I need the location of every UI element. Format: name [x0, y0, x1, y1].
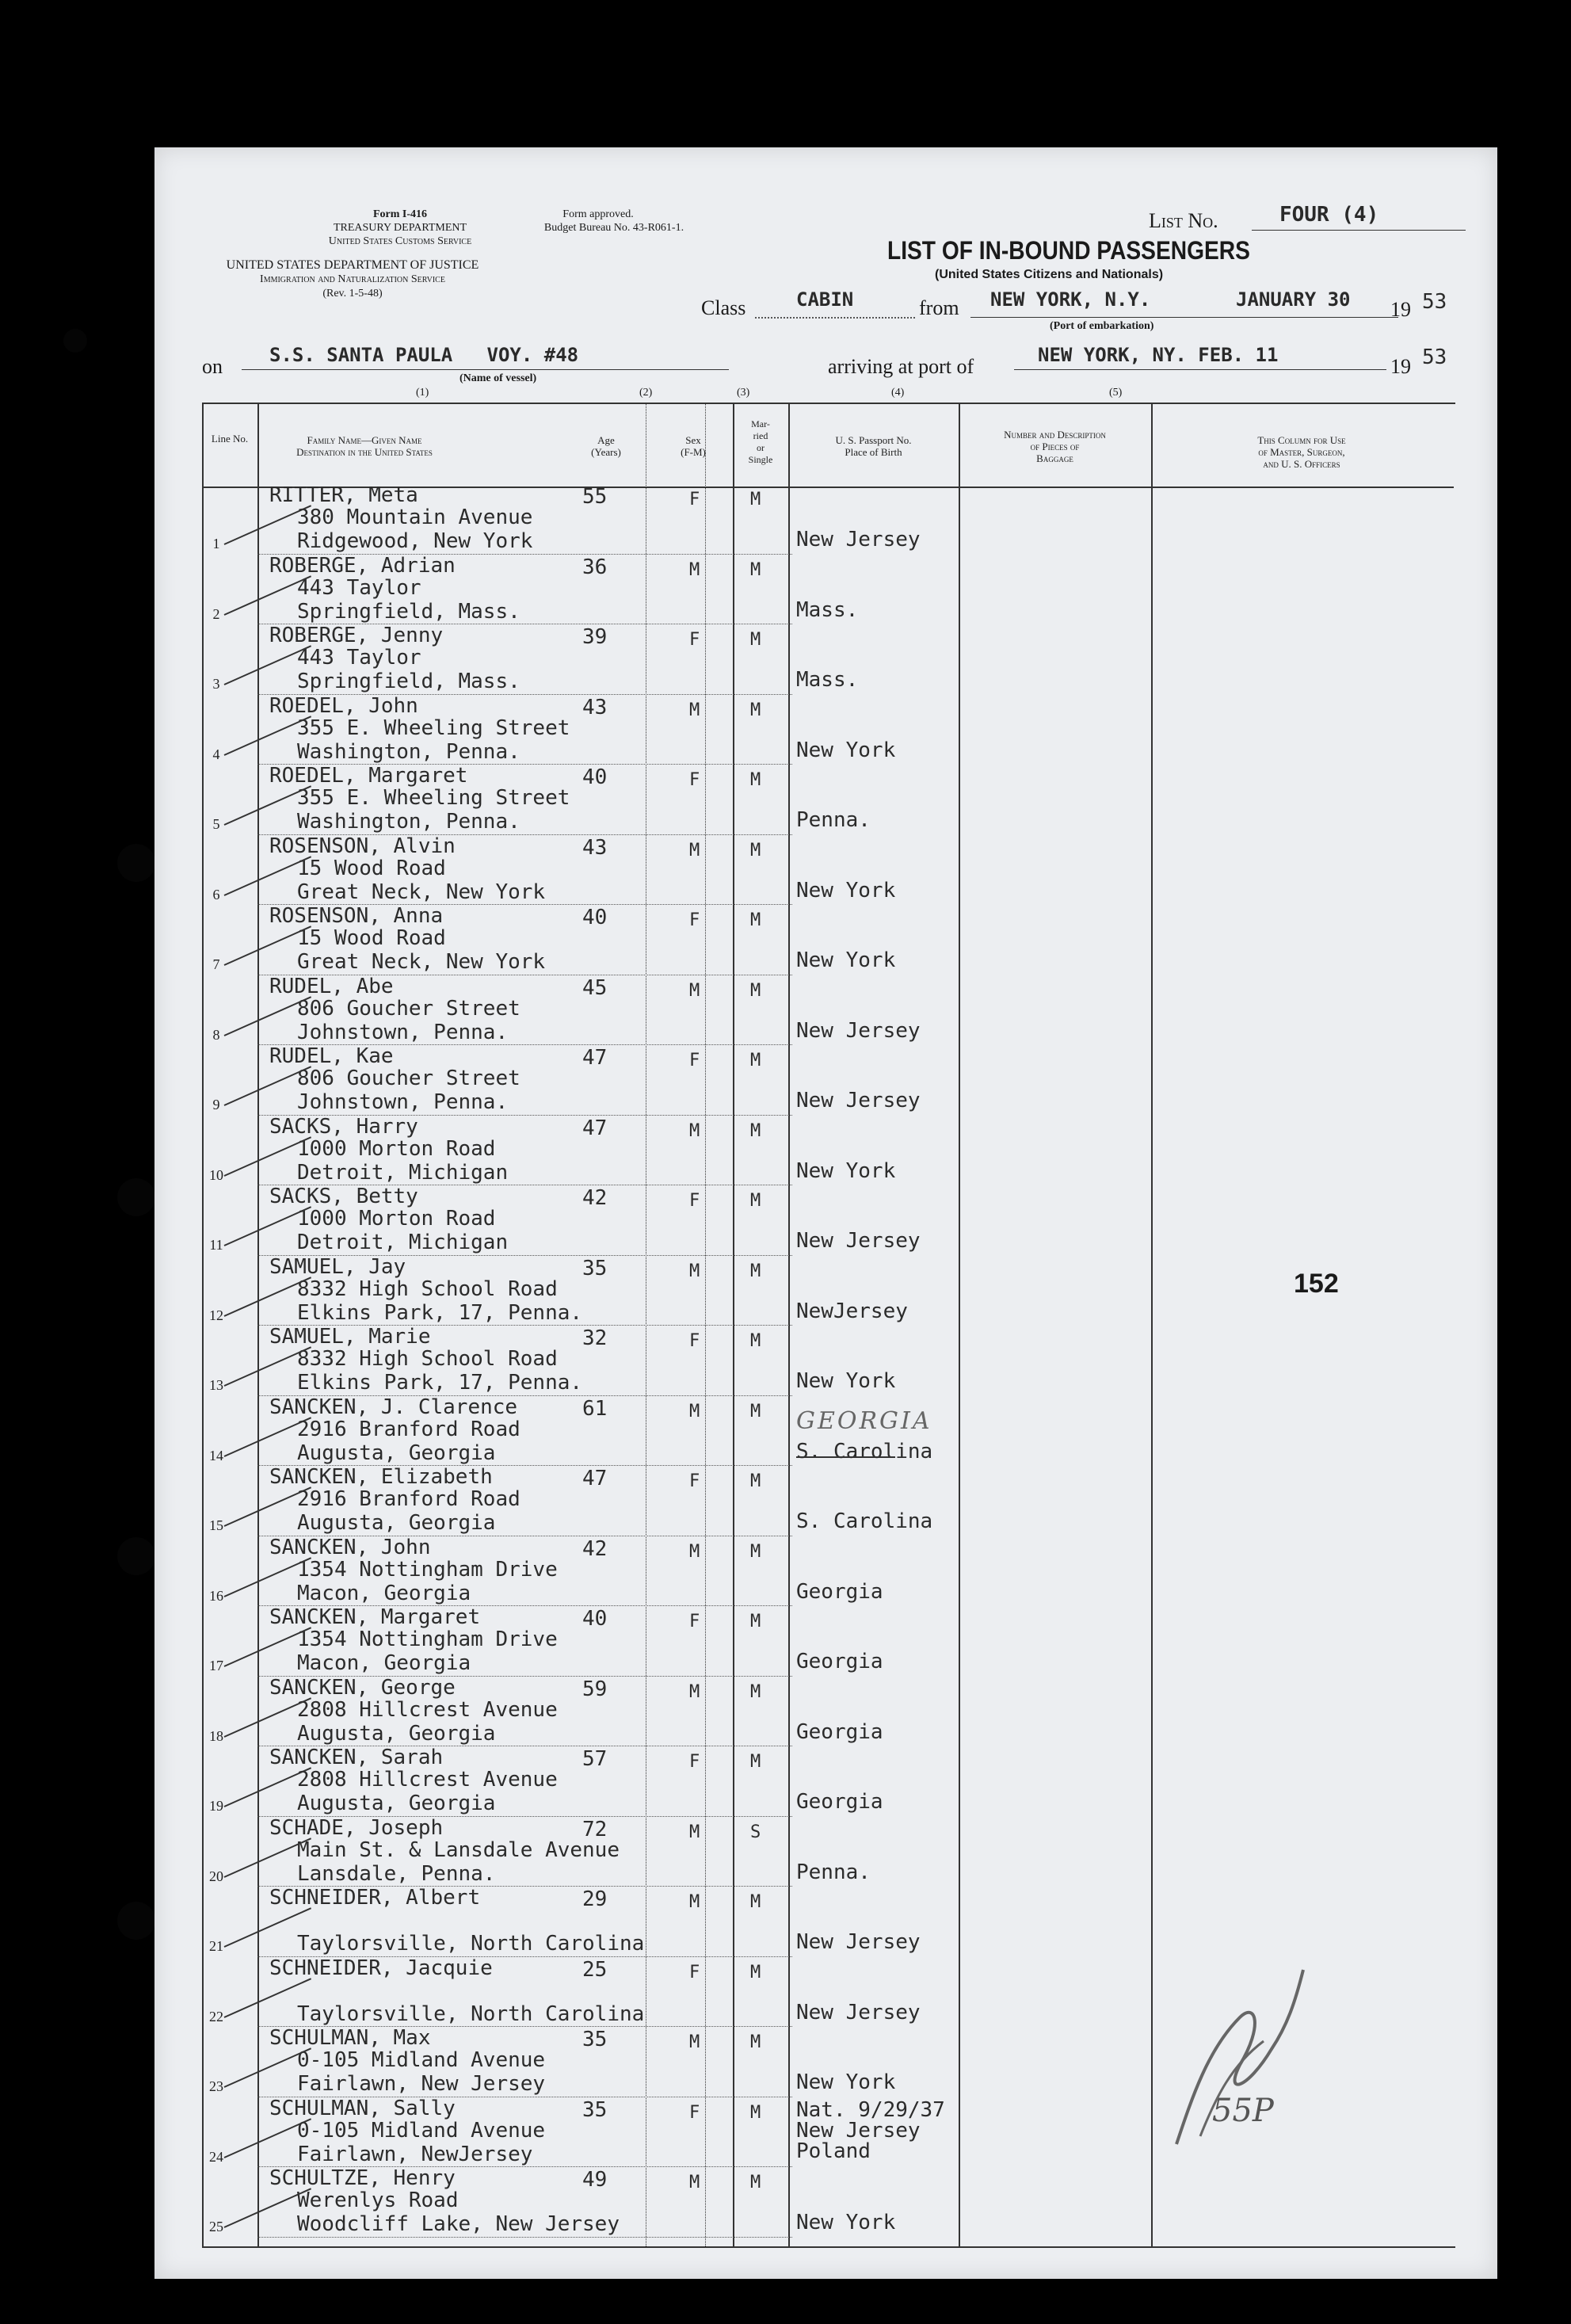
annotation-number: 152	[1294, 1269, 1339, 1299]
line-number: 22	[209, 2008, 223, 2024]
line-number: 17	[209, 1658, 223, 1673]
table-row	[154, 1465, 1454, 1540]
passenger-address-2: Taylorsville, North Carolina	[297, 1932, 645, 1956]
passenger-sex: F	[689, 770, 700, 790]
passenger-address-2: Augusta, Georgia	[297, 1721, 496, 1746]
passenger-address-1: 1000 Morton Road	[297, 1207, 496, 1231]
line-number: 19	[209, 1798, 223, 1814]
passenger-birthplace: New Jersey	[796, 528, 921, 551]
passenger-marital: M	[750, 1681, 761, 1702]
col-head-baggage: Number and Description of Pieces of Baggage	[1004, 429, 1106, 464]
table-row	[154, 1044, 1454, 1120]
passenger-name: ROSENSON, Anna	[269, 904, 444, 928]
line-number: 15	[209, 1517, 223, 1533]
passenger-age: 40	[582, 906, 608, 929]
col-num-2: (2)	[639, 387, 653, 399]
line-number: 16	[209, 1587, 223, 1604]
form-approved-label: Form approved.	[562, 208, 634, 220]
passenger-marital: M	[750, 490, 761, 509]
passenger-birthplace: S. Carolina	[796, 1439, 933, 1463]
table-row	[154, 624, 1454, 699]
passenger-age: 47	[582, 1116, 608, 1140]
passenger-address-2: Detroit, Michigan	[297, 1160, 509, 1185]
passenger-age: 25	[582, 1957, 608, 1982]
passenger-address-1: 8332 High School Road	[297, 1276, 558, 1301]
line-number: 8	[212, 1026, 220, 1043]
passenger-marital: S	[750, 1822, 761, 1842]
passenger-sex: F	[689, 1612, 700, 1631]
passenger-name: ROBERGE, Jenny	[269, 624, 444, 647]
handwritten-georgia: GEORGIA	[796, 1407, 932, 1435]
passenger-marital: M	[750, 630, 761, 650]
passenger-age: 40	[582, 1607, 608, 1631]
list-no-value: FOUR (4)	[1279, 203, 1379, 227]
passenger-sex: M	[689, 1541, 700, 1562]
passenger-name: SCHULTZE, Henry	[269, 2166, 456, 2190]
arriving-label: arriving at port of	[828, 355, 974, 378]
table-row	[154, 1815, 1454, 1891]
passenger-address-1: 8332 High School Road	[297, 1347, 558, 1371]
line-number: 20	[209, 1868, 223, 1884]
line-number: 24	[209, 2148, 223, 2165]
passenger-marital: M	[750, 1612, 761, 1631]
passenger-age: 35	[582, 1256, 608, 1280]
passenger-age: 35	[582, 2028, 608, 2051]
table-row	[154, 483, 1454, 559]
passenger-address-2: Washington, Penna.	[297, 810, 520, 834]
passenger-address-2: Ridgewood, New York	[297, 529, 533, 553]
passenger-age: 42	[582, 1536, 608, 1561]
passenger-address-2: Johnstown, Penna.	[297, 1090, 509, 1114]
line-number: 4	[212, 746, 220, 762]
vessel-value: S.S. SANTA PAULA VOY. #48	[269, 344, 579, 366]
passenger-address-2: Fairlawn, New Jersey	[297, 2072, 546, 2096]
passenger-address-1: 443 Taylor	[297, 575, 421, 600]
passenger-birthplace: Nat. 9/29/37 New Jersey Poland	[796, 2097, 945, 2163]
passenger-birthplace: Penna.	[796, 808, 871, 832]
year-value-2: 53	[1422, 345, 1447, 369]
passenger-address-2: Taylorsville, North Carolina	[297, 2002, 645, 2026]
passenger-sex: M	[689, 1681, 700, 1702]
revision-label: (Rev. 1-5-48)	[322, 288, 383, 300]
table-row	[154, 693, 1454, 769]
passenger-name: ROEDEL, Margaret	[269, 764, 468, 788]
passenger-address-1: 2916 Branford Road	[297, 1487, 520, 1511]
passenger-sex: F	[689, 1752, 700, 1772]
passenger-age: 43	[582, 695, 608, 719]
passenger-age: 39	[582, 625, 608, 649]
passenger-name: SACKS, Harry	[269, 1114, 418, 1139]
passenger-marital: M	[750, 910, 761, 930]
passenger-address-2: Fairlawn, NewJersey	[297, 2142, 533, 2166]
table-row	[154, 904, 1454, 979]
passenger-marital: M	[750, 2173, 761, 2192]
passenger-name: SCHNEIDER, Jacquie	[269, 1956, 493, 1980]
passenger-sex: F	[689, 1471, 700, 1491]
passenger-address-1: Main St. & Lansdale Avenue	[297, 1837, 620, 1862]
arriving-underline	[1014, 369, 1386, 370]
passenger-age: 40	[582, 765, 608, 789]
list-no-label: List No.	[1149, 209, 1218, 232]
line-number: 3	[212, 676, 220, 692]
passenger-age: 42	[582, 1186, 608, 1210]
treasury-label: TREASURY DEPARTMENT	[333, 222, 467, 234]
col-head-married: Mar- ried or Single	[748, 418, 773, 465]
passenger-name: SCHADE, Joseph	[269, 1815, 444, 1840]
passenger-marital: M	[750, 770, 761, 790]
passenger-address-1: 355 E. Wheeling Street	[297, 786, 570, 810]
table-row	[154, 834, 1454, 910]
col-num-3: (3)	[737, 387, 750, 399]
strikeout-line	[796, 1456, 895, 1458]
passenger-name: ROSENSON, Alvin	[269, 834, 456, 858]
passenger-marital: M	[750, 1120, 761, 1141]
passenger-address-1: 2808 Hillcrest Avenue	[297, 1697, 558, 1722]
passenger-address-2: Woodcliff Lake, New Jersey	[297, 2212, 620, 2236]
line-number: 21	[209, 1938, 223, 1954]
passenger-sex: F	[689, 1962, 700, 1982]
passenger-sex: F	[689, 1051, 700, 1070]
table-row	[154, 1886, 1454, 1961]
passenger-age: 32	[582, 1326, 608, 1350]
passenger-birthplace: Georgia	[796, 1790, 883, 1814]
passenger-sex: F	[689, 630, 700, 650]
passenger-sex: M	[689, 700, 700, 720]
passenger-age: 61	[582, 1396, 608, 1421]
passenger-sex: F	[689, 1191, 700, 1211]
col-head-line-no: Line No.	[211, 433, 249, 445]
port-embark-label: (Port of embarkation)	[1050, 320, 1154, 332]
vessel-label: (Name of vessel)	[459, 372, 537, 384]
passenger-name: RUDEL, Abe	[269, 974, 394, 998]
passenger-name: SACKS, Betty	[269, 1185, 418, 1208]
passenger-sex: M	[689, 2173, 700, 2192]
passenger-address-1: 806 Goucher Street	[297, 1067, 520, 1090]
passenger-marital: M	[750, 1331, 761, 1351]
passenger-address-2: Augusta, Georgia	[297, 1511, 496, 1535]
class-label: Class	[701, 296, 746, 319]
passenger-sex: M	[689, 980, 700, 1001]
passenger-birthplace: New Jersey	[796, 1089, 921, 1112]
row-separator	[257, 2237, 792, 2238]
passenger-address-2: Lansdale, Penna.	[297, 1861, 496, 1886]
list-no-underline	[1252, 230, 1466, 231]
passenger-name: SANCKEN, Sarah	[269, 1746, 444, 1769]
passenger-sex: F	[689, 2102, 700, 2123]
passenger-age: 57	[582, 1747, 608, 1771]
passenger-address-1: 1354 Nottingham Drive	[297, 1557, 558, 1582]
passenger-marital: M	[750, 2102, 761, 2123]
budget-label: Budget Bureau No. 43-R061-1.	[543, 222, 684, 234]
table-row	[154, 553, 1454, 629]
passenger-birthplace: New Jersey	[796, 2000, 921, 2024]
passenger-address-1: 443 Taylor	[297, 646, 421, 670]
passenger-address-1: 806 Goucher Street	[297, 996, 520, 1021]
line-number: 25	[209, 2219, 223, 2234]
passenger-marital: M	[750, 700, 761, 720]
passenger-sex: M	[689, 1822, 700, 1842]
passenger-sex: F	[689, 490, 700, 509]
passenger-marital: M	[750, 1892, 761, 1912]
passenger-birthplace: New Jersey	[796, 1930, 921, 1954]
passenger-address-1: Werenlys Road	[297, 2189, 459, 2212]
passenger-address-1: 2916 Branford Road	[297, 1417, 520, 1441]
line-number: 7	[212, 956, 220, 972]
passenger-name: SANCKEN, George	[269, 1675, 456, 1700]
immigration-label: Immigration and Naturalization Service	[260, 273, 445, 285]
passenger-age: 47	[582, 1046, 608, 1070]
passenger-marital: M	[750, 980, 761, 1001]
passenger-age: 49	[582, 2168, 608, 2192]
line-number: 23	[209, 2078, 223, 2094]
passenger-age: 36	[582, 555, 608, 579]
passenger-address-1: 0-105 Midland Avenue	[297, 2118, 546, 2143]
passenger-marital: M	[750, 559, 761, 580]
passenger-age: 43	[582, 835, 608, 860]
passenger-age: 29	[582, 1887, 608, 1911]
passenger-age: 72	[582, 1817, 608, 1841]
punch-hole	[117, 1537, 155, 1575]
passenger-marital: M	[750, 1051, 761, 1070]
passenger-name: SCHNEIDER, Albert	[269, 1886, 481, 1910]
line-number: 1	[212, 536, 220, 551]
passenger-age: 55	[582, 485, 608, 509]
passenger-birthplace: New York	[796, 948, 896, 972]
passenger-birthplace: New Jersey	[796, 1229, 921, 1253]
passenger-birthplace: New York	[796, 1369, 896, 1393]
document-subtitle: (United States Citizens and Nationals)	[935, 268, 1164, 281]
passenger-birthplace: NewJersey	[796, 1299, 908, 1323]
year-prefix-2: 19	[1390, 355, 1411, 378]
passenger-address-2: Augusta, Georgia	[297, 1441, 496, 1465]
passenger-address-1: 1354 Nottingham Drive	[297, 1628, 558, 1651]
passenger-sex: M	[689, 1401, 700, 1421]
passenger-name: ROEDEL, John	[269, 693, 418, 718]
passenger-birthplace: Mass.	[796, 668, 859, 692]
passenger-address-2: Elkins Park, 17, Penna.	[297, 1300, 583, 1325]
punch-hole	[117, 844, 155, 882]
passenger-birthplace: New York	[796, 2070, 896, 2094]
passenger-address-1: 0-105 Midland Avenue	[297, 2048, 546, 2072]
date-value: JANUARY 30	[1236, 288, 1351, 311]
col-num-4: (4)	[891, 387, 905, 399]
table-row	[154, 1185, 1454, 1260]
passenger-age: 59	[582, 1677, 608, 1701]
punch-hole	[117, 1902, 155, 1940]
on-label: on	[202, 355, 223, 378]
signature-initials: 55P	[1212, 2093, 1274, 2129]
passenger-address-2: Springfield, Mass.	[297, 599, 520, 624]
passenger-marital: M	[750, 1541, 761, 1562]
passenger-birthplace: Georgia	[796, 1719, 883, 1744]
line-number: 10	[209, 1166, 223, 1183]
table-row	[154, 764, 1454, 839]
passenger-address-1: 15 Wood Road	[297, 856, 446, 880]
passenger-name: RUDEL, Kae	[269, 1044, 394, 1068]
table-row	[154, 1535, 1454, 1611]
passenger-address-2: Great Neck, New York	[297, 880, 546, 904]
passenger-name: SANCKEN, Margaret	[269, 1605, 481, 1629]
passenger-birthplace: Mass.	[796, 597, 859, 622]
passenger-name: ROBERGE, Adrian	[269, 553, 456, 578]
signature-scrawl	[1145, 1954, 1335, 2160]
table-row	[154, 1605, 1454, 1681]
form-id: Form I-416	[372, 208, 428, 220]
passenger-marital: M	[750, 2032, 761, 2052]
customs-label: United States Customs Service	[328, 235, 472, 247]
col-head-age: Age (Years)	[591, 434, 621, 458]
col-head-passport: U. S. Passport No. Place of Birth	[835, 434, 912, 458]
passenger-sex: M	[689, 840, 700, 861]
line-number: 18	[209, 1727, 223, 1744]
passenger-address-2: Augusta, Georgia	[297, 1792, 496, 1815]
passenger-birthplace: S. Carolina	[796, 1509, 933, 1533]
col-head-name: Family Name—Given Name Destination in the United States	[296, 434, 433, 458]
passenger-sex: M	[689, 1120, 700, 1141]
passenger-birthplace: New York	[796, 1158, 896, 1183]
passenger-birthplace: New York	[796, 738, 896, 762]
passenger-age: 35	[582, 2097, 608, 2122]
passenger-birthplace: New York	[796, 878, 896, 903]
passenger-marital: M	[750, 840, 761, 861]
col-num-5: (5)	[1109, 387, 1123, 399]
from-value: NEW YORK, N.Y.	[990, 288, 1151, 311]
from-underline	[970, 317, 1398, 318]
passenger-name: SCHULMAN, Max	[269, 2026, 431, 2050]
passenger-birthplace: New Jersey	[796, 1018, 921, 1043]
passenger-marital: M	[750, 1401, 761, 1421]
passenger-address-2: Macon, Georgia	[297, 1651, 471, 1675]
from-label: from	[919, 296, 959, 319]
passenger-address-1: 1000 Morton Road	[297, 1136, 496, 1161]
line-number: 13	[209, 1377, 223, 1393]
vessel-underline	[242, 369, 729, 370]
table-row	[154, 1254, 1454, 1330]
col-head-officers: This Column for Use of Master, Surgeon, and U. S. Officers	[1257, 434, 1346, 470]
passenger-address-2: Johnstown, Penna.	[297, 1020, 509, 1044]
passenger-marital: M	[750, 1261, 761, 1281]
punch-hole	[117, 1178, 155, 1216]
passenger-marital: M	[750, 1191, 761, 1211]
document-title: LIST OF IN-BOUND PASSENGERS	[887, 236, 1250, 265]
passenger-name: RITTER, Meta	[269, 483, 418, 507]
passenger-marital: M	[750, 1471, 761, 1491]
passenger-name: SAMUEL, Marie	[269, 1325, 431, 1349]
passenger-address-2: Elkins Park, 17, Penna.	[297, 1371, 583, 1395]
class-underline	[755, 317, 915, 319]
table-row	[154, 974, 1454, 1050]
passenger-address-2: Springfield, Mass.	[297, 670, 520, 693]
line-number: 11	[209, 1237, 223, 1253]
table-row	[154, 1675, 1454, 1751]
line-number: 14	[209, 1447, 223, 1463]
passenger-age: 45	[582, 975, 608, 1000]
passenger-sex: M	[689, 1261, 700, 1281]
passenger-name: SANCKEN, J. Clarence	[269, 1395, 518, 1419]
passenger-sex: F	[689, 910, 700, 930]
passenger-birthplace: Georgia	[796, 1579, 883, 1604]
line-number: 9	[212, 1097, 220, 1112]
passenger-name: SCHULMAN, Sally	[269, 2096, 456, 2120]
table-row	[154, 2166, 1454, 2242]
line-number: 5	[212, 816, 220, 832]
passenger-address-2: Macon, Georgia	[297, 1581, 471, 1605]
passenger-name: SAMUEL, Jay	[269, 1254, 406, 1279]
passenger-address-1: 380 Mountain Avenue	[297, 506, 533, 529]
year-value-1: 53	[1422, 290, 1447, 314]
arriving-value: NEW YORK, NY. FEB. 11	[1038, 344, 1279, 366]
passenger-address-2: Washington, Penna.	[297, 739, 520, 764]
table-row	[154, 1746, 1454, 1821]
punch-hole	[63, 329, 87, 353]
passenger-address-1: 2808 Hillcrest Avenue	[297, 1768, 558, 1792]
table-row	[154, 1114, 1454, 1190]
passenger-name: SANCKEN, John	[269, 1535, 431, 1559]
justice-label: UNITED STATES DEPARTMENT OF JUSTICE	[226, 258, 479, 272]
passenger-sex: M	[689, 559, 700, 580]
table-row	[154, 1325, 1454, 1400]
passenger-sex: F	[689, 1331, 700, 1351]
passenger-address-2: Great Neck, New York	[297, 950, 546, 974]
passenger-birthplace: New York	[796, 2211, 896, 2234]
passenger-birthplace: Penna.	[796, 1860, 871, 1884]
document-page	[154, 147, 1497, 2279]
passenger-sex: M	[689, 2032, 700, 2052]
col-num-1: (1)	[416, 387, 429, 399]
passenger-address-1: 355 E. Wheeling Street	[297, 716, 570, 740]
passenger-address-1: 15 Wood Road	[297, 926, 446, 950]
class-value: CABIN	[796, 288, 854, 311]
passenger-marital: M	[750, 1752, 761, 1772]
passenger-name: SANCKEN, Elizabeth	[269, 1465, 493, 1489]
line-number: 12	[209, 1307, 223, 1323]
passenger-sex: M	[689, 1892, 700, 1912]
passenger-age: 47	[582, 1467, 608, 1490]
col-head-sex: Sex (F-M)	[681, 434, 706, 458]
passenger-birthplace: Georgia	[796, 1650, 883, 1673]
line-number: 2	[212, 605, 220, 622]
line-number: 6	[212, 886, 220, 903]
year-prefix-1: 19	[1390, 298, 1411, 321]
passenger-marital: M	[750, 1962, 761, 1982]
passenger-address-2: Detroit, Michigan	[297, 1231, 509, 1254]
